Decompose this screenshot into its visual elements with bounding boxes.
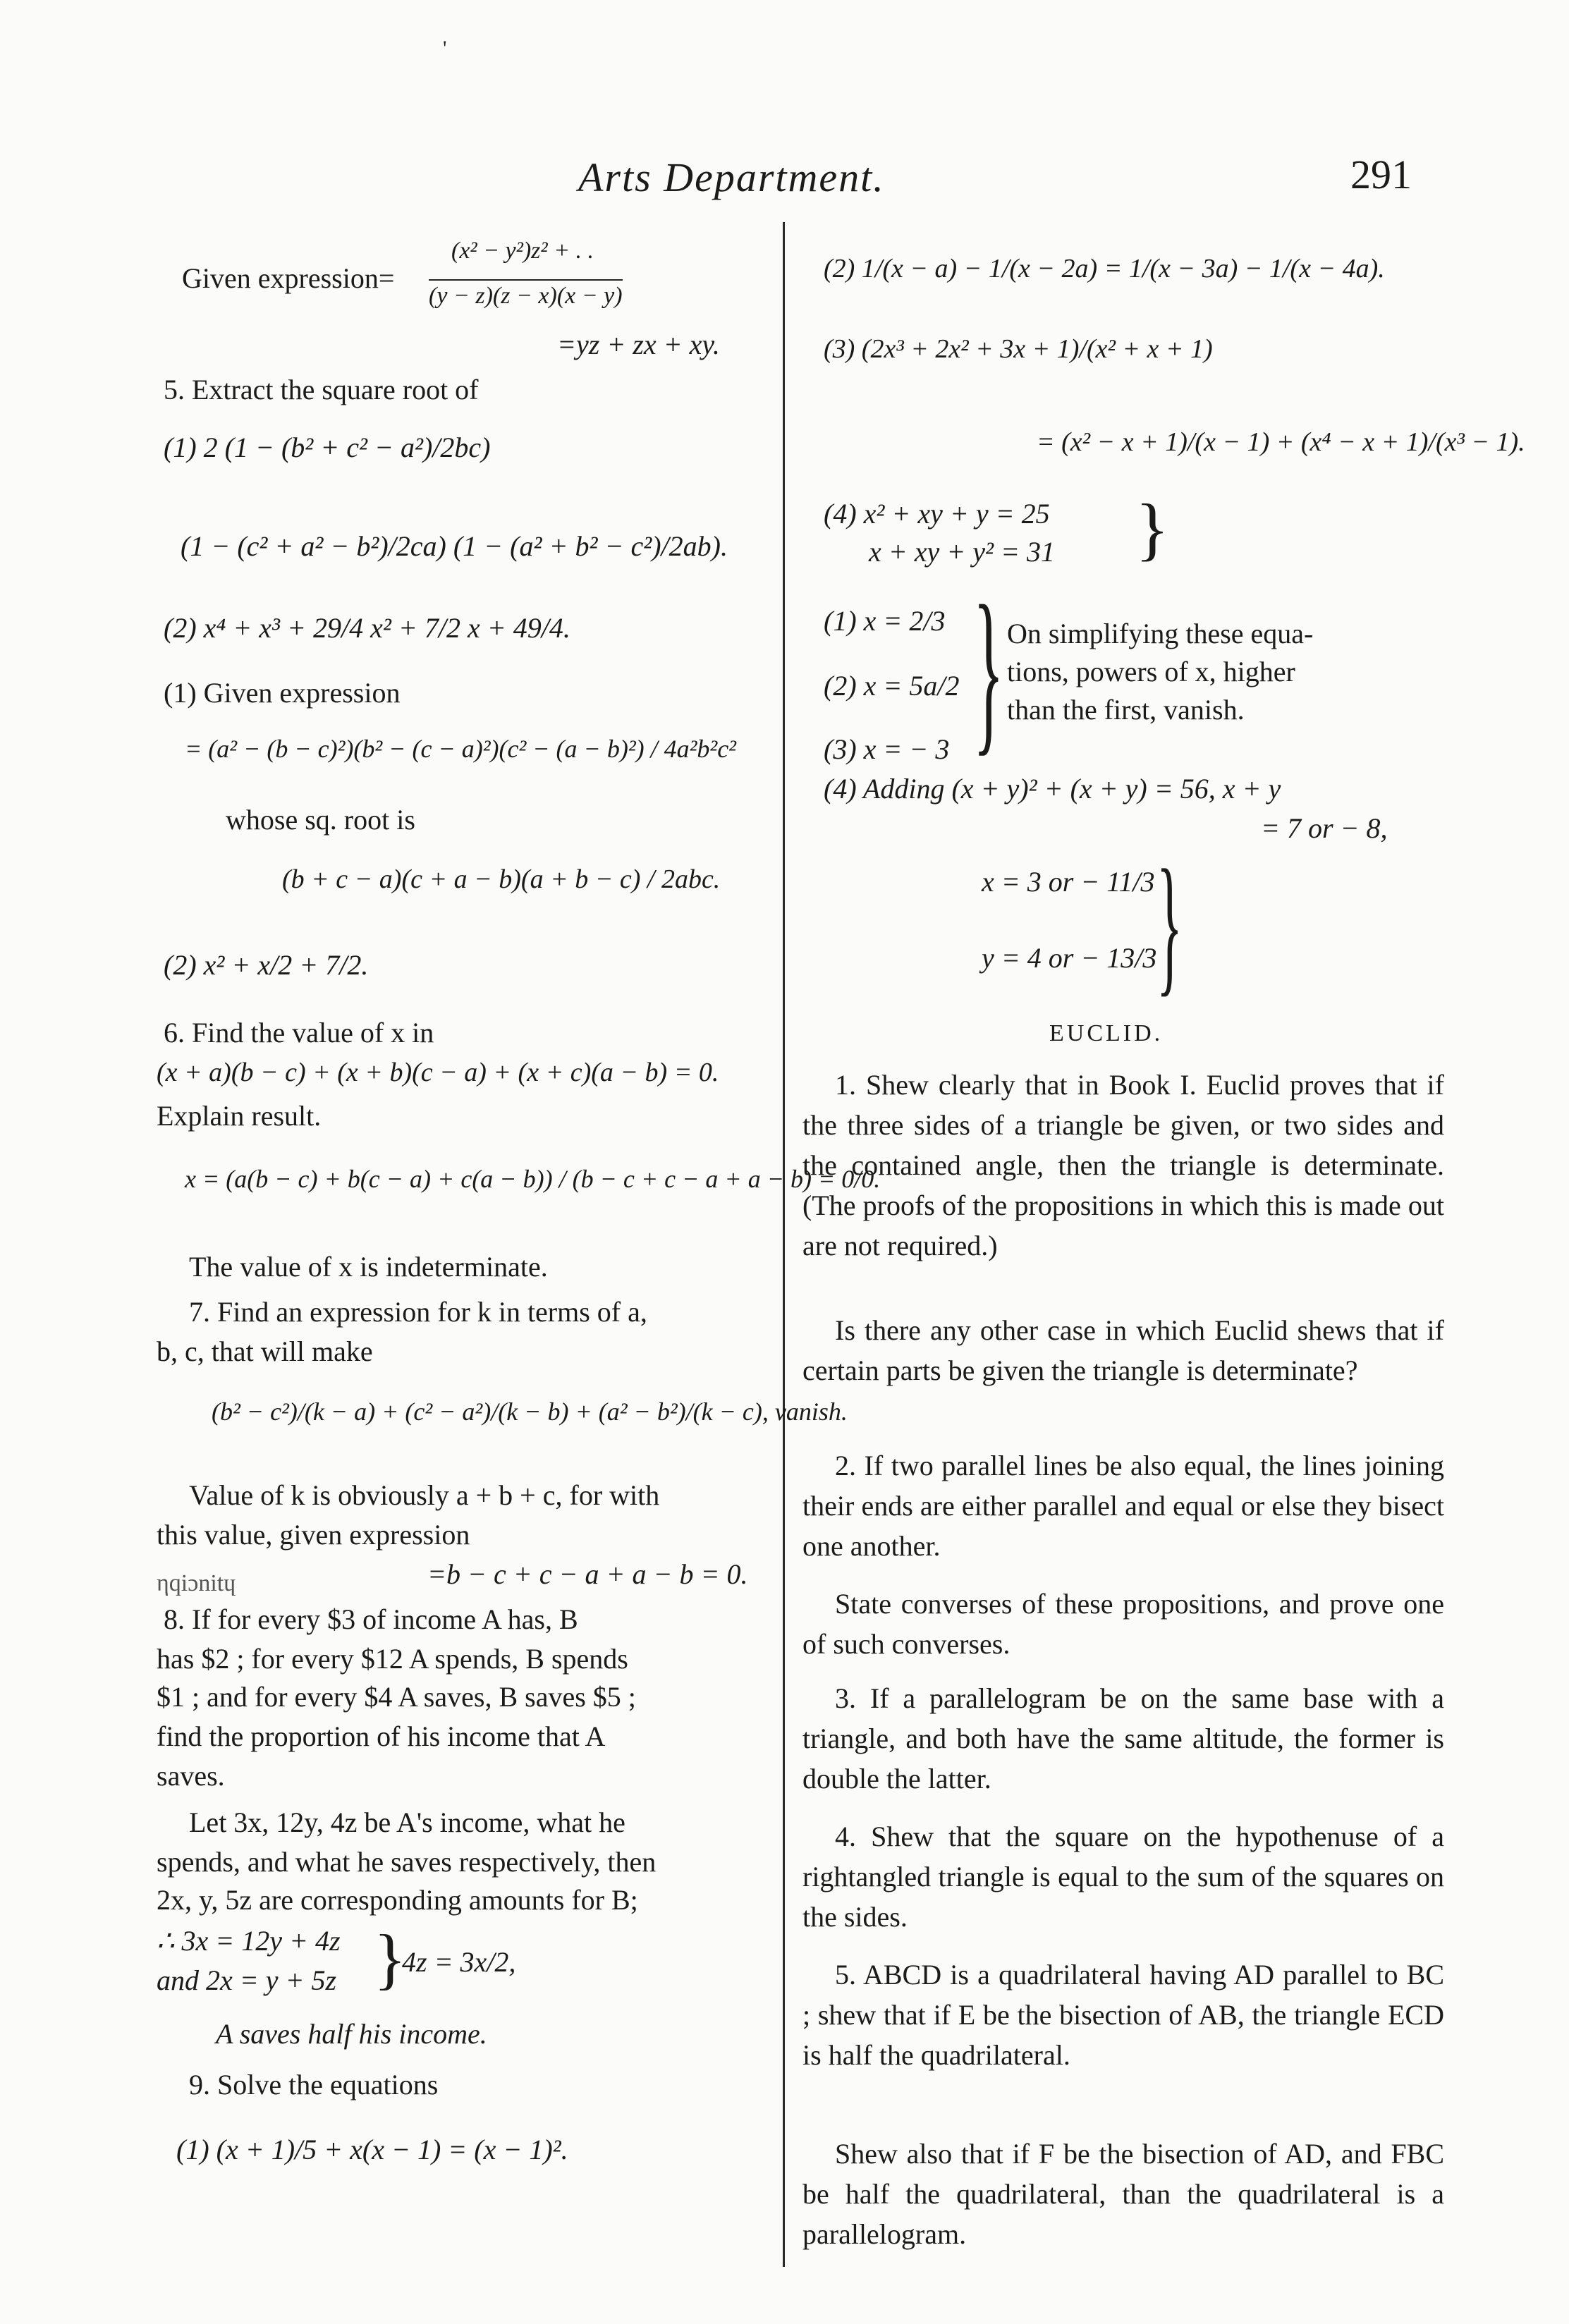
question-paragraph: 4. Shew that the square on the hypothenuse of a rightangled triangle is equal to the sum of the squares on the sides. [802, 1821, 1444, 1933]
fraction-denominator: (y − z)(z − x)(x − y) [429, 279, 623, 310]
note-line: On simplifying these equa- [1007, 618, 1314, 649]
text-line: Value of k is obviously a + b + c, for with [189, 1479, 660, 1511]
problem-heading: 9. Solve the equations [189, 2069, 439, 2100]
math-line: (3) x = − 3 [824, 733, 950, 765]
text-line: has $2 ; for every $12 A spends, B spends [157, 1643, 628, 1675]
problem-heading: 7. Find an expression for k in terms of a, [189, 1296, 647, 1328]
text-line: spends, and what he saves respectively, then [157, 1846, 657, 1878]
text-line: (1) Given expression [164, 677, 401, 709]
math-line: x + xy + y² = 31 [869, 536, 1055, 568]
page-speck: ' [443, 37, 447, 60]
page-number: 291 [1350, 152, 1412, 197]
text-line: this value, given expression [157, 1519, 470, 1551]
math-line: (2) 1/(x − a) − 1/(x − 2a) = 1/(x − 3a) − 1/(x − 4a). [824, 254, 1385, 283]
math-line: (1) 2 (1 − (b² + c² − a²)/2bc) [164, 432, 491, 463]
brace-glyph: } [1156, 838, 1183, 1010]
text-line: Given expression= [182, 262, 395, 294]
math-line: 4z = 3x/2, [402, 1946, 516, 1978]
math-line: (1) x = 2/3 [824, 605, 946, 637]
math-line: and 2x = y + 5z [157, 1964, 337, 1996]
math-line: x = 3 or − 11/3 [982, 866, 1155, 898]
text-line: saves. [157, 1760, 225, 1792]
brace-glyph: } [973, 568, 1004, 771]
math-line: (4) x² + xy + y = 25 [824, 498, 1050, 530]
question-paragraph: Shew also that if F be the bisection of AD, and FBC be half the quadrilateral, than the quadrilateral is a parallelogram. [802, 2138, 1444, 2250]
math-line: (2) x = 5a/2 [824, 670, 960, 702]
math-line: (2) x² + x/2 + 7/2. [164, 949, 369, 981]
text-line: b, c, that will make [157, 1335, 373, 1367]
text-line: A saves half his income. [216, 2018, 487, 2050]
running-header-title: Arts Department. [578, 154, 885, 200]
math-line: (2) x⁴ + x³ + 29/4 x² + 7/2 x + 49/4. [164, 612, 570, 644]
math-line: x = (a(b − c) + b(c − a) + c(a − b)) / (b − c + c − a + a − b) = 0/0. [185, 1165, 881, 1193]
note-line: tions, powers of x, higher [1007, 656, 1295, 687]
text-line: Let 3x, 12y, 4z be A's income, what he [189, 1806, 625, 1838]
math-line: (b² − c²)/(k − a) + (c² − a²)/(k − b) + (a² − b²)/(k − c), vanish. [212, 1398, 848, 1426]
brace-glyph: } [374, 1921, 407, 1996]
text-line: $1 ; and for every $4 A saves, B saves $5 ; [157, 1681, 636, 1713]
question-paragraph: State converses of these propositions, and prove one of such converses. [802, 1588, 1444, 1660]
question-paragraph: Is there any other case in which Euclid shews that if certain parts be given the triangle is determinate? [802, 1314, 1444, 1386]
question-paragraph: 1. Shew clearly that in Book I. Euclid proves that if the three sides of a triangle be given, or two sides and the contained angle, then the triangle is determinate. (The proofs of the propositions in which this is made out are not required.) [802, 1069, 1444, 1261]
math-line: ∴ 3x = 12y + 4z [157, 1925, 341, 1957]
math-line: (x + a)(b − c) + (x + b)(c − a) + (x + c)(a − b) = 0. [157, 1058, 719, 1087]
text-line: 2x, y, 5z are corresponding amounts for B; [157, 1884, 638, 1916]
math-line: = (a² − (b − c)²)(b² − (c − a)²)(c² − (a − b)²) / 4a²b²c² [185, 735, 736, 763]
problem-heading: 5. Extract the square root of [164, 374, 479, 405]
text-line: Explain result. [157, 1100, 322, 1132]
column-divider [783, 222, 785, 2267]
math-line: =b − c + c − a + a − b = 0. [427, 1558, 748, 1590]
math-line: =yz + zx + xy. [557, 329, 720, 360]
brace-glyph: } [1135, 489, 1169, 568]
question-paragraph: 5. ABCD is a quadrilateral having AD parallel to BC ; shew that if E be the bisection of AB, the triangle ECD is half the quadrilateral. [802, 1959, 1444, 2071]
section-heading: EUCLID. [1049, 1020, 1164, 1046]
problem-heading: 6. Find the value of x in [164, 1017, 434, 1048]
text-line: find the proportion of his income that A [157, 1720, 606, 1752]
math-line: y = 4 or − 13/3 [982, 942, 1157, 974]
note-line: than the first, vanish. [1007, 694, 1245, 726]
math-line: = (x² − x + 1)/(x − 1) + (x⁴ − x + 1)/(x³ − 1). [1037, 427, 1525, 457]
math-line: (1) (x + 1)/5 + x(x − 1) = (x − 1)². [176, 2134, 568, 2165]
math-line: (4) Adding (x + y)² + (x + y) = 56, x + y [824, 773, 1281, 805]
text-line: whose sq. root is [226, 804, 415, 836]
math-line: (1 − (c² + a² − b²)/2ca) (1 − (a² + b² − c²)/2ab). [181, 530, 728, 562]
math-line: (3) (2x³ + 2x² + 3x + 1)/(x² + x + 1) [824, 334, 1213, 364]
bleed-through-text: ηqiɔnitɥ [157, 1570, 236, 1596]
text-line: The value of x is indeterminate. [189, 1251, 548, 1283]
math-line: = 7 or − 8, [1261, 812, 1388, 844]
fraction-numerator: (x² − y²)z² + . . [451, 238, 594, 264]
question-paragraph: 2. If two parallel lines be also equal, the lines joining their ends are either parallel and equal or else they bisect one another. [802, 1450, 1444, 1562]
question-paragraph: 3. If a parallelogram be on the same base with a triangle, and both have the same altitude, the former is double the latter. [802, 1682, 1444, 1794]
math-line: (b + c − a)(c + a − b)(a + b − c) / 2abc. [282, 864, 721, 894]
problem-heading: 8. If for every $3 of income A has, B [164, 1603, 578, 1635]
